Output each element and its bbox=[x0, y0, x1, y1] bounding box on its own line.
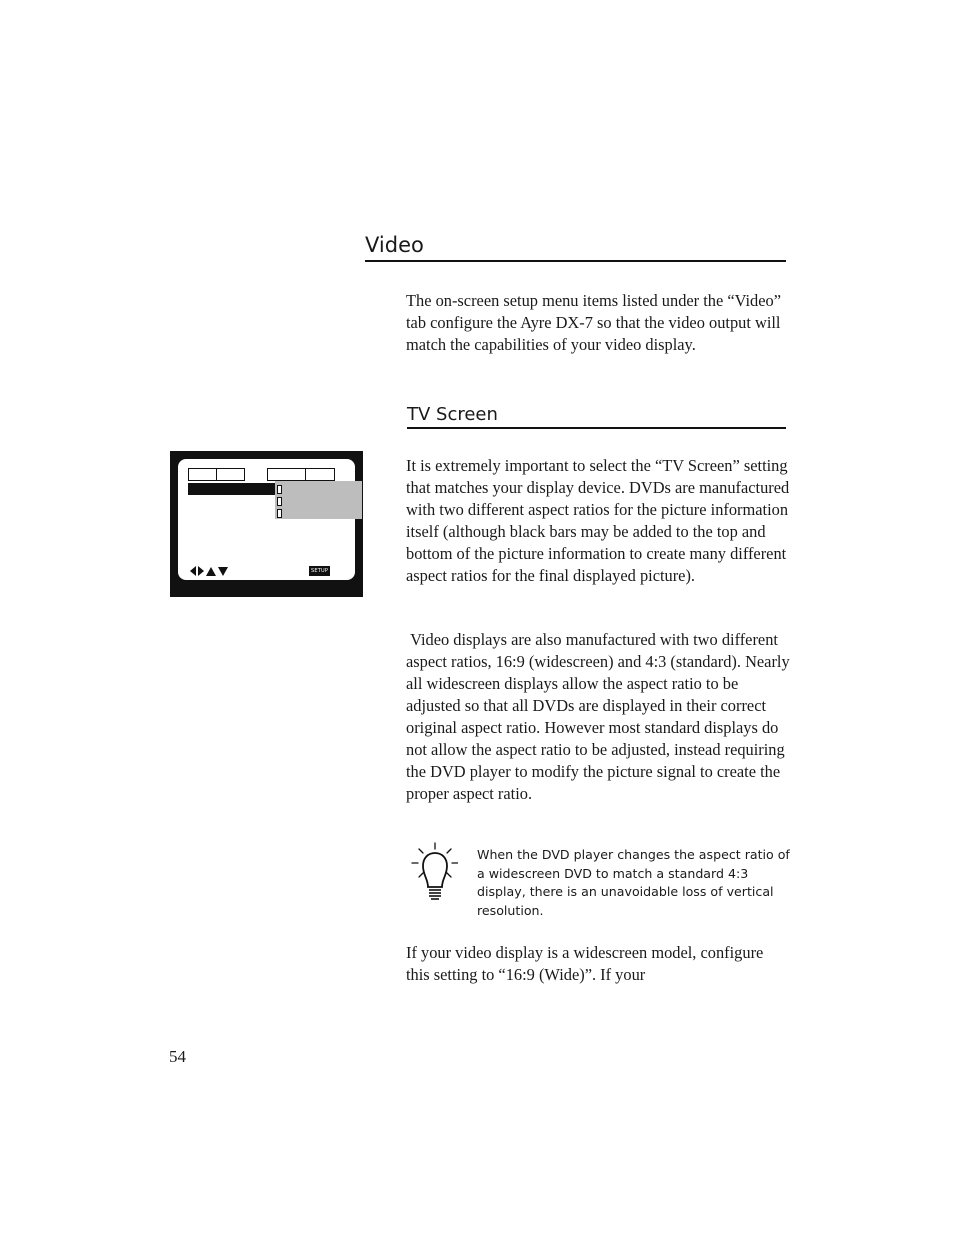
menu-options-panel bbox=[275, 481, 362, 519]
setup-button: SETUP bbox=[310, 568, 329, 574]
menu-screen bbox=[178, 459, 355, 580]
section-title: Video bbox=[365, 230, 786, 262]
subsection-title: TV Screen bbox=[407, 402, 786, 429]
arrow-keys-icon bbox=[190, 566, 230, 576]
option-radio bbox=[277, 485, 282, 494]
option-radio bbox=[277, 509, 282, 518]
tv-screen-paragraph-3: If your video display is a widescreen model, configure this setting to “16:9 (Wide)”. If your bbox=[406, 943, 764, 984]
menu-tab bbox=[188, 468, 217, 481]
menu-tab bbox=[216, 468, 245, 481]
page-number: 54 bbox=[169, 1047, 186, 1066]
tip-note: When the DVD player changes the aspect ratio of a widescreen DVD to match a standard 4:3 display, there is an unavoidable loss of vertical resolution. bbox=[477, 847, 790, 918]
intro-paragraph: The on-screen setup menu items listed under the “Video” tab configure the Ayre DX-7 so that the video output will match the capabilities of your video display. bbox=[406, 291, 781, 354]
menu-tab-video bbox=[267, 468, 306, 481]
menu-item-highlight bbox=[188, 483, 275, 495]
tv-screen-paragraph-1: It is extremely important to select the “TV Screen” setting that matches your display device. DVDs are manufactured with two different aspect ratios for the picture information itself (although black bars may be added to the top and bottom of the picture information to create many different aspect ratios for the final displayed picture). bbox=[406, 456, 790, 585]
tv-screen-paragraph-2: Video displays are also manufactured with two different aspect ratios, 16:9 (widescreen) and 4:3 (standard). Nearly all widescreen displays allow the aspect ratio to be adjusted so that all DVDs are displayed in their correct original aspect ratio. However most standard displays do not allow the aspect ratio to be adjusted, instead requiring the DVD player to modify the picture signal to create the proper aspect ratio. bbox=[406, 630, 790, 803]
option-radio bbox=[277, 497, 282, 506]
setup-menu-illustration bbox=[170, 451, 363, 597]
lightbulb-icon bbox=[410, 842, 458, 900]
menu-tab bbox=[305, 468, 335, 481]
